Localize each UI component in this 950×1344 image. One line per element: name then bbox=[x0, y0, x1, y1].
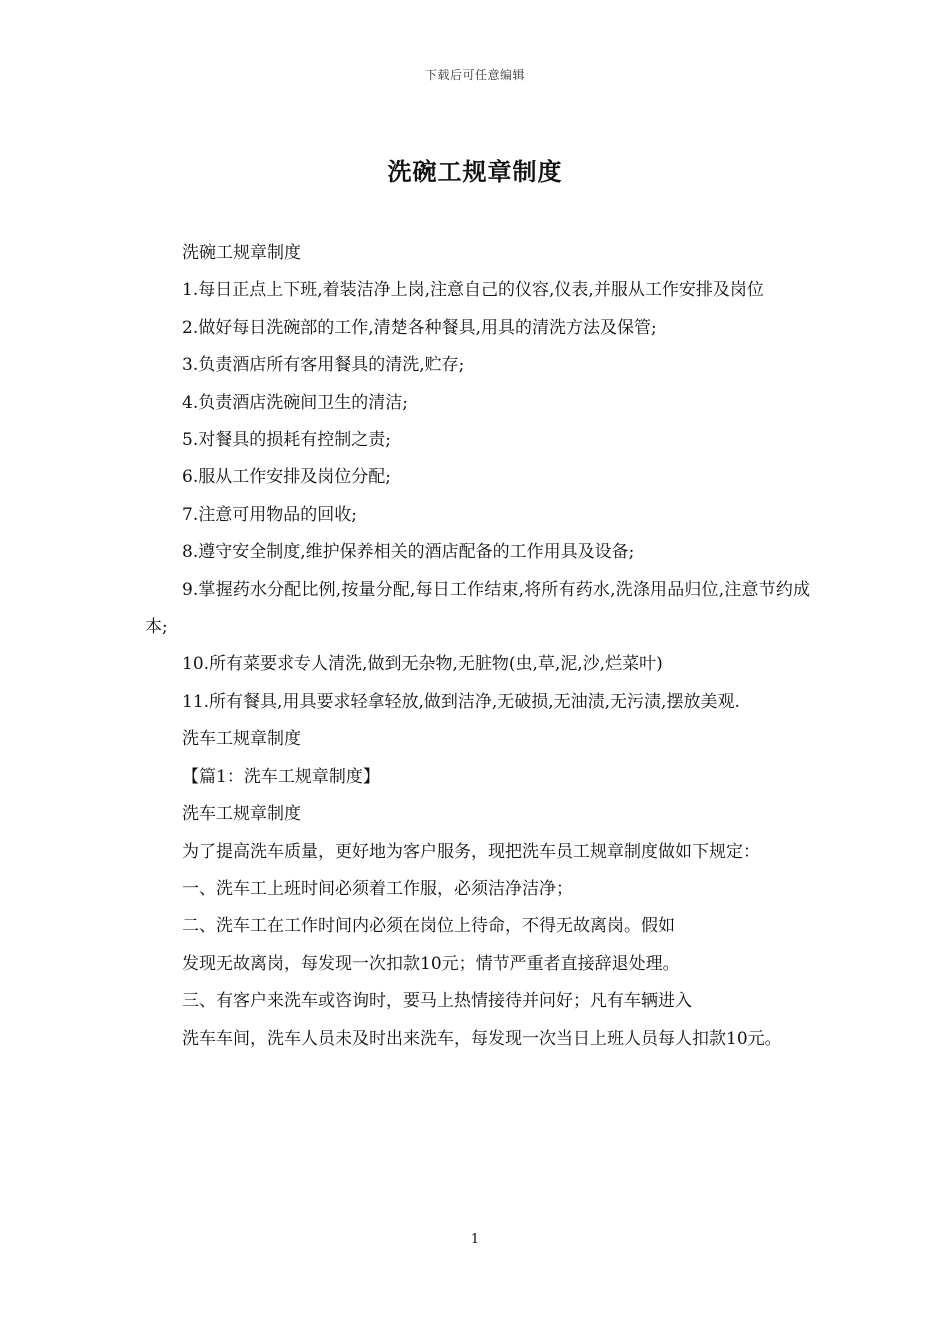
document-title: 洗碗工规章制度 bbox=[387, 157, 563, 186]
paragraph: 8.遵守安全制度,维护保养相关的酒店配备的工作用具及设备; bbox=[182, 542, 635, 563]
paragraph: 发现无故离岗，每发现一次扣款10元；情节严重者直接辞退处理。 bbox=[182, 953, 680, 974]
header-note: 下载后可任意编辑 bbox=[424, 68, 525, 82]
document-body bbox=[145, 235, 810, 1058]
paragraph: 6.服从工作安排及岗位分配; bbox=[182, 467, 391, 488]
paragraph: 一、洗车工上班时间必须着工作服，必须洁净洁净； bbox=[182, 878, 573, 899]
paragraph: 洗车车间，洗车人员未及时出来洗车，每发现一次当日上班人员每人扣款10元。 bbox=[182, 1028, 782, 1049]
paragraph: 9.掌握药水分配比例,按量分配,每日工作结束,将所有药水,洗涤用品归位,注意节约成本; bbox=[145, 579, 810, 638]
paragraph: 10.所有菜要求专人清洗,做到无杂物,无脏物(虫,草,泥,沙,烂菜叶) bbox=[182, 654, 663, 675]
paragraph: 洗碗工规章制度 bbox=[182, 243, 301, 263]
paragraph: 为了提高洗车质量，更好地为客户服务，现把洗车员工规章制度做如下规定： bbox=[182, 841, 760, 862]
paragraph: 11.所有餐具,用具要求轻拿轻放,做到洁净,无破损,无油渍,无污渍,摆放美观. bbox=[182, 691, 740, 712]
paragraph: 2.做好每日洗碗部的工作,清楚各种餐具,用具的清洗方法及保管; bbox=[182, 317, 657, 338]
paragraph: 3.负责酒店所有客用餐具的清洗,贮存; bbox=[182, 355, 465, 376]
paragraph: 二、洗车工在工作时间内必须在岗位上待命，不得无故离岗。假如 bbox=[182, 916, 675, 937]
paragraph: 1.每日正点上下班,着装洁净上岗,注意自己的仪容,仪表,并服从工作安排及岗位 bbox=[182, 280, 764, 301]
page-number: 1 bbox=[470, 1232, 480, 1247]
paragraph: 4.负责酒店洗碗间卫生的清洁; bbox=[182, 392, 408, 413]
paragraph: 三、有客户来洗车或咨询时，要马上热情接待并问好；凡有车辆进入 bbox=[182, 991, 692, 1012]
paragraph: 7.注意可用物品的回收; bbox=[182, 504, 357, 525]
paragraph: 【篇1：洗车工规章制度】 bbox=[182, 766, 380, 787]
paragraph: 洗车工规章制度 bbox=[182, 804, 301, 825]
paragraph: 洗车工规章制度 bbox=[182, 729, 301, 750]
paragraph: 5.对餐具的损耗有控制之责; bbox=[182, 430, 391, 451]
